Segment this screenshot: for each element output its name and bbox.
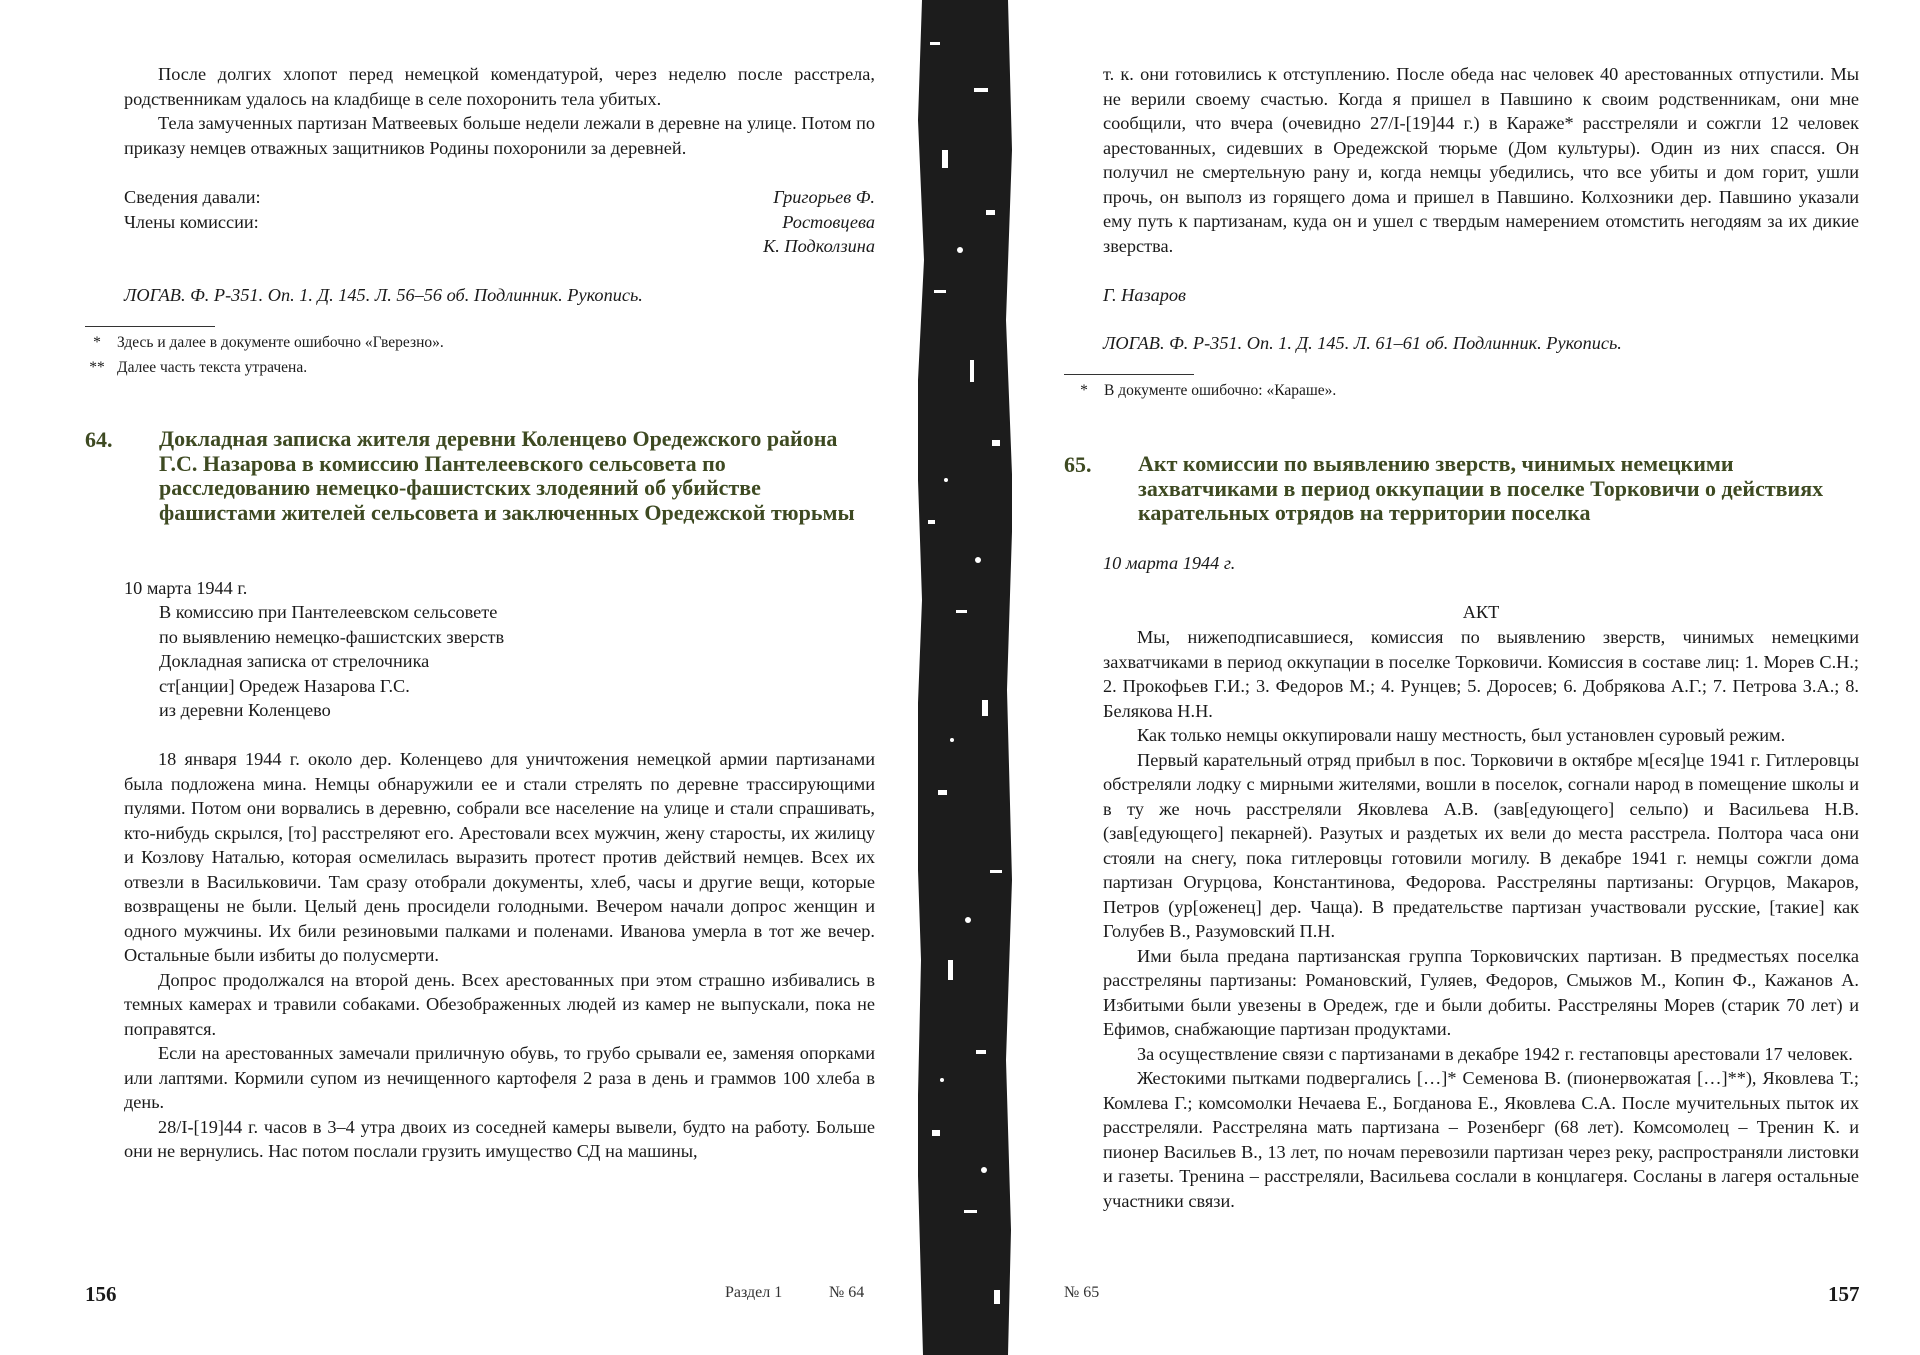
address-block bbox=[159, 600, 859, 723]
signature-label: Члены комиссии: bbox=[124, 211, 259, 232]
continued-text: т. к. они готовились к отступлению. После обеда нас человек 40 арестованных отпустили. Мы не верили своему счастью. Когда я пришел в Павшино к своим родственникам, они мне сообщили, что вчера (очевидно 27/I-[19]44 г.) в Караже* расстреляли и сожгли 12 человек арестованных, сидевших в Оредежской тюрьме (Дом культуры). Один из них спасся. Он получил не смертельную рану и, когда немцы убедились, что все убиты и дом горит, ушли прочь, он выполз из горящего дома и пришел в Павшино. Колхозники дер. Павшино указали ему путь к партизанам, куда он и ушел с твердым намерением отомстить негодяям за их дикие зверства. bbox=[1103, 64, 1859, 256]
paragraph: Если на арестованных замечали приличную обувь, то грубо срывали ее, заменяя опорками или лаптями. Кормили супом из нечищенного картофеля 2 раза в день и граммов 100 хлеба в день. bbox=[124, 1043, 875, 1112]
signature-name: Г. Назаров bbox=[1103, 285, 1186, 305]
footnote bbox=[77, 331, 875, 356]
right-page bbox=[1018, 0, 1920, 1355]
footnote bbox=[1064, 379, 1859, 404]
document-date: 10 марта 1944 г. bbox=[124, 578, 248, 598]
document-reference: № 64 bbox=[829, 1284, 865, 1301]
paragraph: Жестокими пытками подвергались […]* Семенова В. (пионервожатая […]**), Яковлева Т.; Комлева Г.; комсомолки Нечаева Е., Богданова Е., Яковлева С.А. После мучительных пыток их расстреляли. Расстреляна мать партизана – Розенберг (68 лет). Комсомолец – Тренин К. и пионер Васильев В., 13 лет, по ночам перевозили партизан через реку, распространяли листовки и газеты. Тренина – расстреляли, Васильева сослали в концлагеря. Сосланы в лагеря остальные участники связи. bbox=[1103, 1068, 1859, 1211]
footnote-text: Далее часть текста утрачена. bbox=[117, 358, 308, 376]
footnote-text: В документе ошибочно: «Караше». bbox=[1104, 382, 1337, 399]
document-body bbox=[124, 747, 875, 1164]
footnote-mark: * bbox=[93, 334, 101, 351]
address-line: по выявлению немецко-фашистских зверств bbox=[159, 626, 505, 647]
document-number: 65. bbox=[1064, 452, 1092, 477]
document-number: 64. bbox=[85, 427, 113, 452]
page-number: 156 bbox=[85, 1282, 117, 1306]
signature-block bbox=[124, 185, 875, 259]
signature-row bbox=[124, 210, 875, 235]
archive-source: ЛОГАВ. Ф. Р-351. Оп. 1. Д. 145. Л. 56–56 об. Подлинник. Рукопись. bbox=[124, 285, 643, 305]
footnote-mark: * bbox=[1080, 382, 1088, 399]
footnote-mark: ** bbox=[89, 358, 105, 376]
address-line: Докладная записка от стрелочника bbox=[159, 651, 430, 671]
page-number: 157 bbox=[1828, 1282, 1860, 1306]
signature-name: К. Подколзина bbox=[763, 236, 875, 256]
paragraph: Мы, нижеподписавшиеся, комиссия по выявлению зверств, чинимых немецкими захватчиками в период оккупации в поселке Торковичи. Комиссия в составе лиц: 1. Морев С.Н.; 2. Прокофьев Г.И.; 3. Федоров М.; 4. Рунцев; 5. Доросев; 6. Добрякова А.Г.; 7. Петрова З.А.; 8. Белякова Н.Н. bbox=[1103, 627, 1859, 721]
paragraph: Ими была предана партизанская группа Торковичских партизан. В предместьях поселка расстреляны партизаны: Романовский, Гуляев, Федоров, Смыжов М., Копин Ф., Кажанов А. Избитыми были увезены в Оредеж, где и были добиты. Расстреляны Морев (старик 70 лет) и Ефимов, снабжающие партизан продуктами. bbox=[1103, 945, 1859, 1039]
signature-label: Сведения давали: bbox=[124, 187, 261, 207]
document-heading: АКТ bbox=[1462, 602, 1500, 622]
signature-name: Григорьев Ф. bbox=[773, 187, 875, 207]
archive-source: ЛОГАВ. Ф. Р-351. Оп. 1. Д. 145. Л. 61–61 об. Подлинник. Рукопись. bbox=[1103, 333, 1622, 353]
document-title: Докладная записка жителя деревни Коленцево Оредежского района Г.С. Назарова в комиссию Пантелеевского сельсовета по расследованию немецко-фашистских злодеяний об убийстве фашистами жителей сельсовета и заключенных Оредежской тюрьмы bbox=[159, 426, 855, 525]
footnote-divider bbox=[1064, 374, 1194, 375]
document-reference: № 65 bbox=[1064, 1284, 1100, 1301]
paragraph: Допрос продолжался на второй день. Всех арестованных при этом страшно избивались в темных камерах и травили собаками. Обезображенных людей из камер не выпускали, пока не поправятся. bbox=[124, 969, 875, 1039]
address-line: В комиссию при Пантелеевском сельсовете bbox=[159, 602, 498, 622]
paragraph: Первый карательный отряд прибыл в пос. Торковичи в октябре м[еся]це 1941 г. Гитлеровцы обстреляли лодку с мирными жителями, вошли в поселок, согнали народ в помещение школы и в ту же ночь расстреляли Яковлева А.В. (зав[едующего] сельпо) и Васильева Н.В. (зав[едующего] пекарней). Разутых и раздетых их вели до места расстрела. Полтора часа они стояли на снегу, пока гитлеровцы готовили могилу. В декабре 1941 г. немцы сожгли дома партизан Огурцова, Константинова, Федорова. Расстреляны партизаны: Огурцов, Макаров, Петров (ур[оженец] дер. Чаща). В предательстве партизан участвовали русские, [такие] как Голубев В., Разумовский П.Н. bbox=[1103, 749, 1859, 941]
left-page bbox=[0, 0, 910, 1355]
signature-row bbox=[124, 234, 875, 259]
paragraph: Тела замученных партизан Матвеевых больше недели лежали в деревне на улице. Потом по приказу немцев отважных защитников Родины похоронили за деревней. bbox=[124, 113, 875, 158]
footnote-divider bbox=[85, 326, 215, 327]
book-spine bbox=[912, 0, 1018, 1355]
paragraph: 28/I-[19]44 г. часов в 3–4 утра двоих из соседней камеры вывели, будто на работу. Больше они не вернулись. Нас потом послали грузить имущество СД на машины, bbox=[124, 1116, 875, 1161]
intro-text bbox=[124, 62, 875, 160]
signature-name: Ростовцева bbox=[782, 211, 875, 232]
footnote bbox=[77, 356, 875, 381]
document-title: Акт комиссии по выявлению зверств, чинимых немецкими захватчиками в период оккупации в поселке Торковичи о действиях карательных отрядов на территории поселка bbox=[1138, 451, 1824, 525]
paragraph: За осуществление связи с партизанами в декабре 1942 г. гестаповцы арестовали 17 человек. bbox=[1137, 1043, 1853, 1064]
signature-row bbox=[124, 185, 875, 210]
footnote-text: Здесь и далее в документе ошибочно «Гверезно». bbox=[117, 334, 444, 351]
section-label: Раздел 1 bbox=[725, 1284, 783, 1301]
document-date: 10 марта 1944 г. bbox=[1103, 553, 1236, 573]
footnotes bbox=[77, 331, 875, 380]
paragraph: 18 января 1944 г. около дер. Коленцево для уничтожения немецкой армии партизанами была подложена мина. Немцы обнаружили ее и стали стрелять по деревне трассирующими пулями. Потом они ворвались в деревню, собрали все население на улице и стали спрашивать, кто-нибудь скрылся, [то] расстреляют его. Арестовали всех мужчин, жену старосты, их жилицу и Козлову Наталью, которая осмелилась выразить протест против действий немцев. Всех их отвезли в Васильковичи. Там сразу отобрали документы, хлеб, часы и другие вещи, которые возвращены не были. Целый день просидели голодными. Вечером начали допрос женщин и одного мужчины. Их били резиновыми палками и поленами. Иванова умерла в тот же вечер. Остальные были избиты до полусмерти. bbox=[124, 749, 875, 965]
paragraph: Как только немцы оккупировали нашу местность, был установлен суровый режим. bbox=[1137, 725, 1786, 745]
paragraph: После долгих хлопот перед немецкой комендатурой, через неделю после расстрела, родственникам удалось на кладбище в селе похоронить тела убитых. bbox=[124, 64, 875, 109]
address-line: ст[анции] Оредеж Назарова Г.С. bbox=[159, 675, 410, 696]
footnotes bbox=[1064, 379, 1859, 404]
document-body bbox=[1103, 625, 1859, 1213]
address-line: из деревни Коленцево bbox=[159, 700, 331, 720]
